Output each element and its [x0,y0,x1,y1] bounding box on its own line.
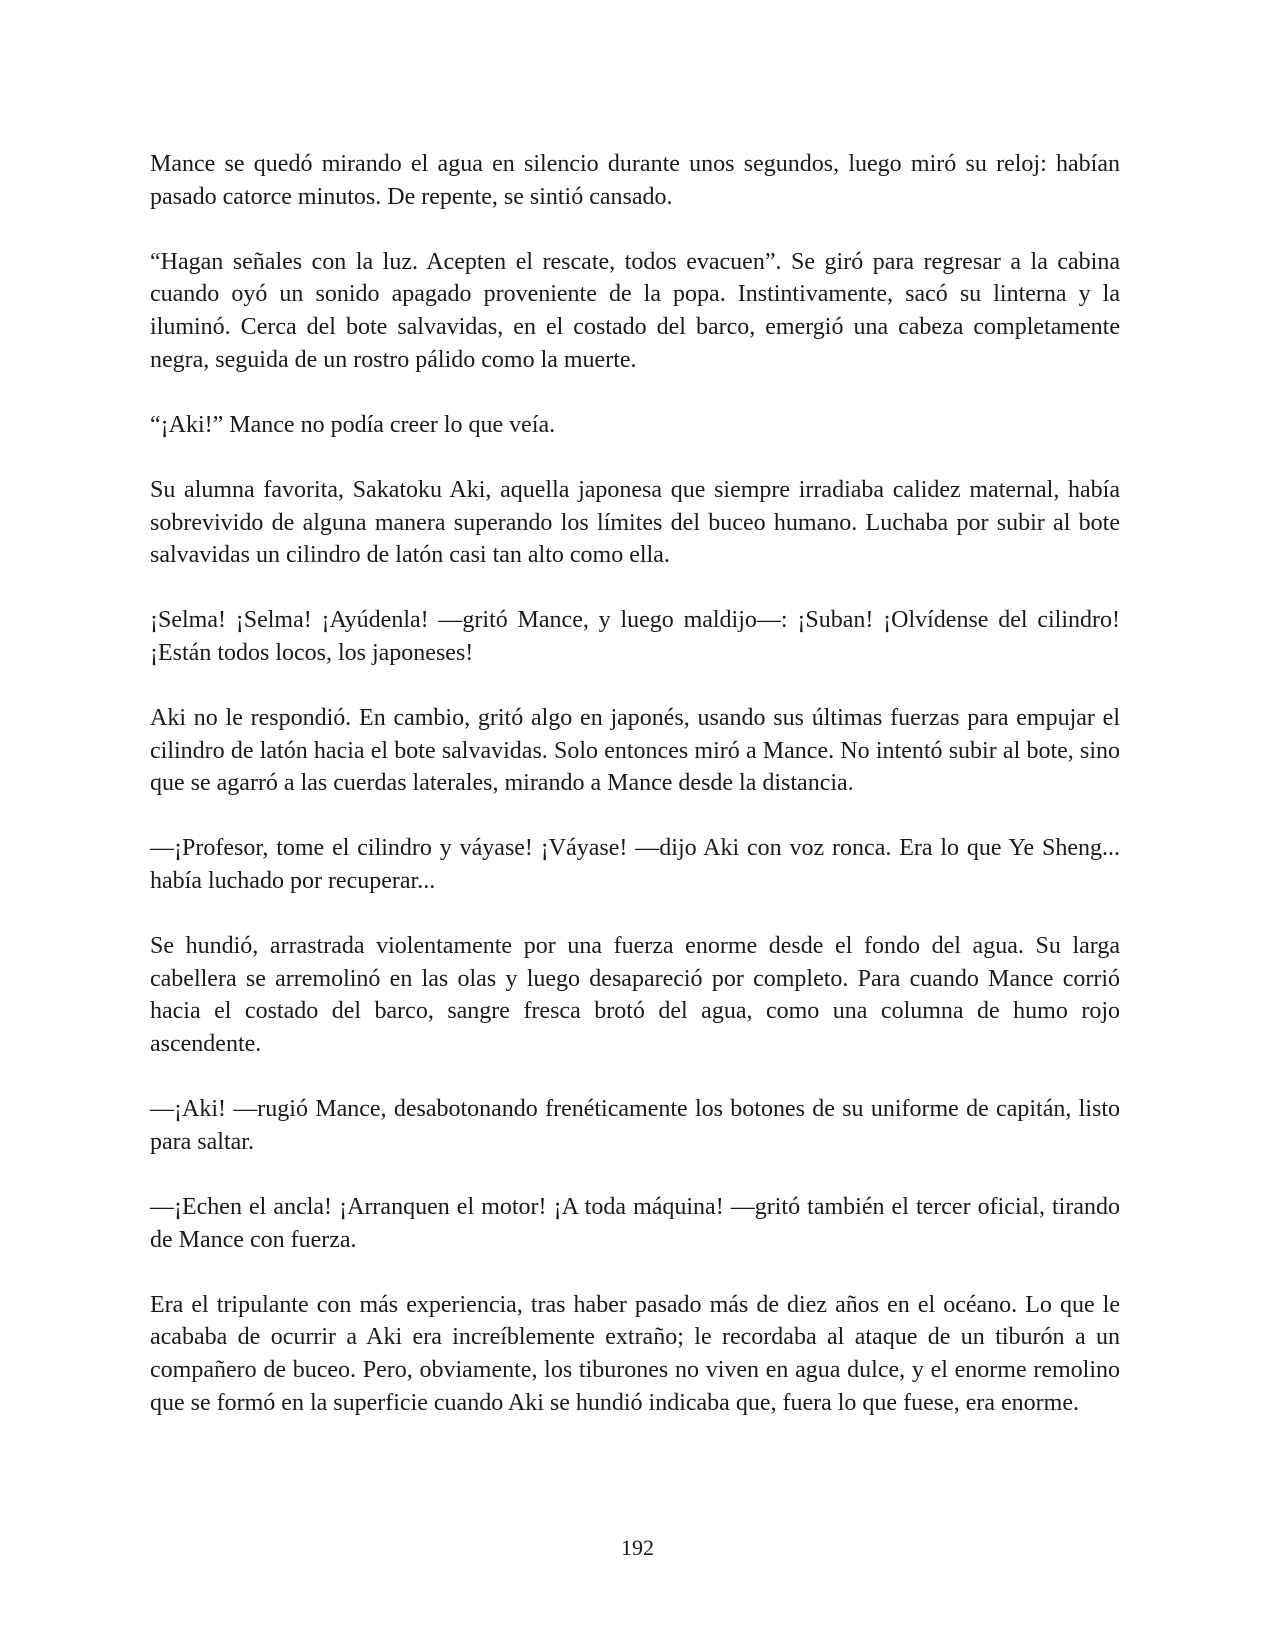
body-text [150,148,1120,1452]
paragraph-2: “Hagan señales con la luz. Acepten el rescate, todos evacuen”. Se giró para regresar a la cabina cuando oyó un sonido apagado proveniente de la popa. Instintivamente, sacó su linterna y la iluminó. Cerca del bote salvavidas, en el costado del barco, emergió una cabeza completamente negra, seguida de un rostro pálido como la muerte. [150,248,1120,373]
paragraph-6: Aki no le respondió. En cambio, gritó algo en japonés, usando sus últimas fuerzas para empujar el cilindro de latón hacia el bote salvavidas. Solo entonces miró a Mance. No intentó subir al bote, sino que se agarró a las cuerdas laterales, mirando a Mance desde la distancia. [150,705,1120,797]
paragraph-1: Mance se quedó mirando el agua en silencio durante unos segundos, luego miró su reloj: habían pasado catorce minutos. De repente, se sintió cansado. [150,151,1120,210]
paragraph-9: —¡Aki! —rugió Mance, desabotonando frenéticamente los botones de su uniforme de capitán, listo para saltar. [150,1096,1120,1155]
paragraph-5: ¡Selma! ¡Selma! ¡Ayúdenla! —gritó Mance, y luego maldijo—: ¡Suban! ¡Olvídense del cilindro! ¡Están todos locos, los japoneses! [150,607,1120,666]
paragraph-3: “¡Aki!” Mance no podía creer lo que veía. [150,411,556,438]
paragraph-8: Se hundió, arrastrada violentamente por una fuerza enorme desde el fondo del agua. Su larga cabellera se arremolinó en las olas y luego desapareció por completo. Para cuando Mance corrió hacia el costado del barco, sangre fresca brotó del agua, como una columna de humo rojo ascendente. [150,933,1120,1058]
paragraph-10: —¡Echen el ancla! ¡Arranquen el motor! ¡A toda máquina! —gritó también el tercer oficial, tirando de Mance con fuerza. [150,1194,1120,1253]
page-number: 192 [621,1535,654,1560]
paragraph-7: —¡Profesor, tome el cilindro y váyase! ¡Váyase! —dijo Aki con voz ronca. Era lo que Ye Sheng... había luchado por recuperar... [150,835,1120,895]
paragraph-4: Su alumna favorita, Sakatoku Aki, aquella japonesa que siempre irradiaba calidez maternal, había sobrevivido de alguna manera superando los límites del buceo humano. Luchaba por subir al bote salvavidas un cilindro de latón casi tan alto como ella. [150,476,1120,569]
paragraph-11: Era el tripulante con más experiencia, tras haber pasado más de diez años en el océano. Lo que le acababa de ocurrir a Aki era increíblemente extraño; le recordaba al ataque de un tiburón a un compañero de buceo. Pero, obviamente, los tiburones no viven en agua dulce, y el enorme remolino que se formó en la superficie cuando Aki se hundió indicaba que, fuera lo que fuese, era enorme. [150,1291,1120,1416]
